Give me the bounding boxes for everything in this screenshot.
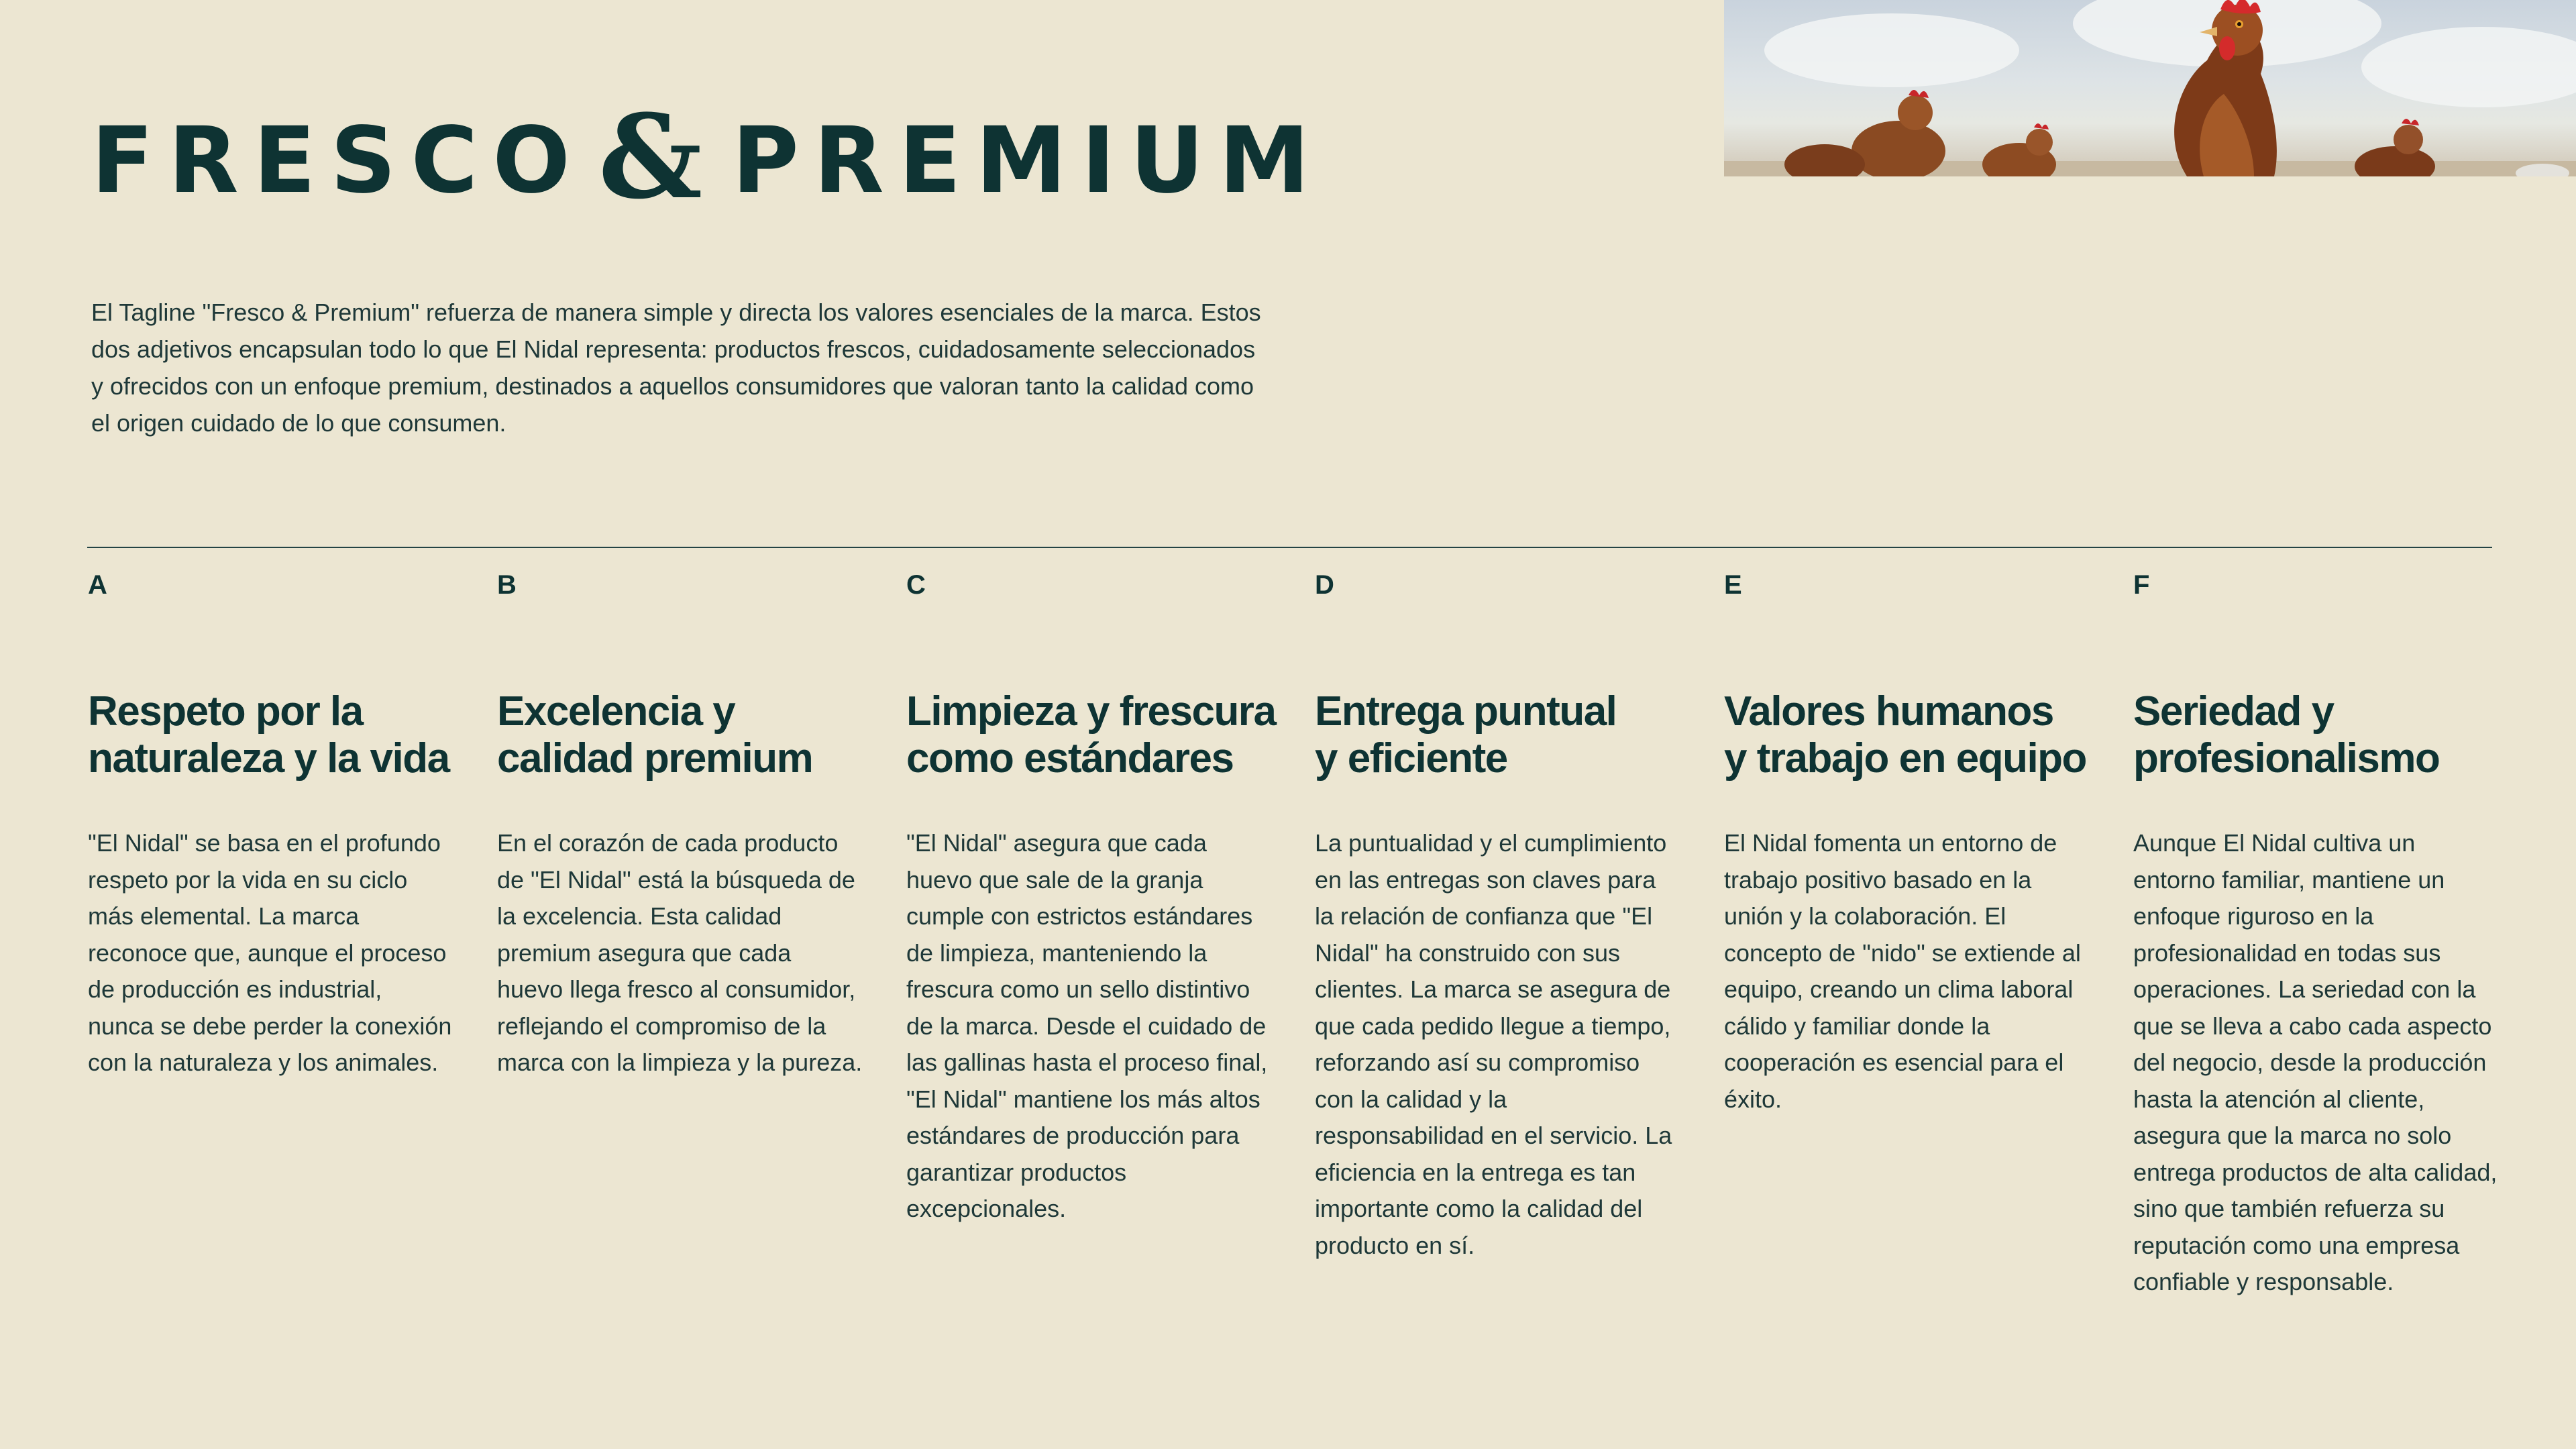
column-heading-line1: Limpieza y frescura (906, 688, 1276, 735)
column-heading (906, 688, 1309, 782)
column-body: La puntualidad y el cumplimiento en las entregas son claves para la relación de confianza que "El Nidal" ha construido con sus clientes. La marca se asegura de que cada pedido llegue a tiempo, reforzando así su compromiso con la calidad y la responsabilidad en el servicio. La eficiencia en la entrega es tan importante como la calidad del producto en sí. (1315, 829, 1672, 1259)
column-letter: A (88, 570, 107, 600)
column-heading-line1: Excelencia y (497, 688, 735, 735)
title-fresco: FRESCO (91, 108, 585, 214)
column-heading-line2: como estándares (906, 735, 1234, 782)
title-ampersand: & (598, 89, 703, 225)
title-premium: PREMIUM (732, 108, 1325, 214)
column-letter: E (1724, 570, 1742, 600)
column-heading-line2: calidad premium (497, 735, 813, 782)
column-heading-line1: Entrega puntual (1315, 688, 1617, 735)
column-heading (88, 688, 490, 782)
column-heading-line2: naturaleza y la vida (88, 735, 449, 782)
column-letter: B (497, 570, 517, 600)
column-heading (1315, 688, 1717, 782)
column-heading-line1: Seriedad y (2133, 688, 2334, 735)
column-heading (2133, 688, 2536, 782)
value-column-e (1724, 569, 2090, 1113)
value-column-d (1315, 569, 1680, 1259)
column-heading (1724, 688, 2127, 782)
column-heading-line2: profesionalismo (2133, 735, 2440, 782)
column-body: En el corazón de cada producto de "El Nidal" está la búsqueda de la excelencia. Esta calidad premium asegura que cada huevo llega fresco al consumidor, reflejando el compromiso de la marca con la limpieza y la pureza. (497, 829, 863, 1076)
intro-paragraph: El Tagline "Fresco & Premium" refuerza de manera simple y directa los valores esenciales de la marca. Estos dos adjetivos encapsulan todo lo que El Nidal representa: productos frescos, cuidadosamente seleccionados y ofrecidos con un enfoque premium, destinados a aquellos consumidores que valoran tanto la calidad como el origen cuidado de lo que consumen. (91, 299, 1261, 437)
column-letter: C (906, 570, 926, 600)
hen-main-illustration (1724, 0, 2576, 176)
column-heading-line2: y eficiente (1315, 735, 1507, 782)
column-heading (497, 688, 900, 782)
column-letter: D (1315, 570, 1334, 600)
value-column-b (497, 569, 863, 1076)
section-divider (87, 547, 2492, 548)
value-column-a (88, 569, 453, 1076)
page-title (91, 89, 1325, 225)
value-column-c (906, 569, 1276, 1222)
column-heading-line1: Valores humanos (1724, 688, 2053, 735)
column-heading-line2: y trabajo en equipo (1724, 735, 2086, 782)
hens-photo (1724, 0, 2576, 176)
column-body: "El Nidal" se basa en el profundo respeto por la vida en su ciclo más elemental. La marca reconoce que, aunque el proceso de producción es industrial, nunca se debe perder la conexión con la naturaleza y los animales. (88, 829, 452, 1076)
column-letter: F (2133, 570, 2150, 600)
column-body: El Nidal fomenta un entorno de trabajo positivo basado en la unión y la colaboración. El concepto de "nido" se extiende al equipo, creando un clima laboral cálido y familiar donde la cooperación es esencial para el éxito. (1724, 829, 2081, 1113)
column-heading-line1: Respeto por la (88, 688, 363, 735)
column-body: Aunque El Nidal cultiva un entorno familiar, mantiene un enfoque riguroso en la profesionalidad en todas sus operaciones. La seriedad con la que se lleva a cabo cada aspecto del negocio, desde la producción hasta la atención al cliente, asegura que la marca no solo entrega productos de alta calidad, sino que también refuerza su reputación como una empresa confiable y responsable. (2133, 829, 2498, 1295)
value-column-f (2133, 569, 2499, 1295)
column-body: "El Nidal" asegura que cada huevo que sale de la granja cumple con estrictos estándares de limpieza, manteniendo la frescura como un sello distintivo de la marca. Desde el cuidado de las gallinas hasta el proceso final, "El Nidal" mantiene los más altos estándares de producción para garantizar productos excepcionales. (906, 829, 1268, 1222)
